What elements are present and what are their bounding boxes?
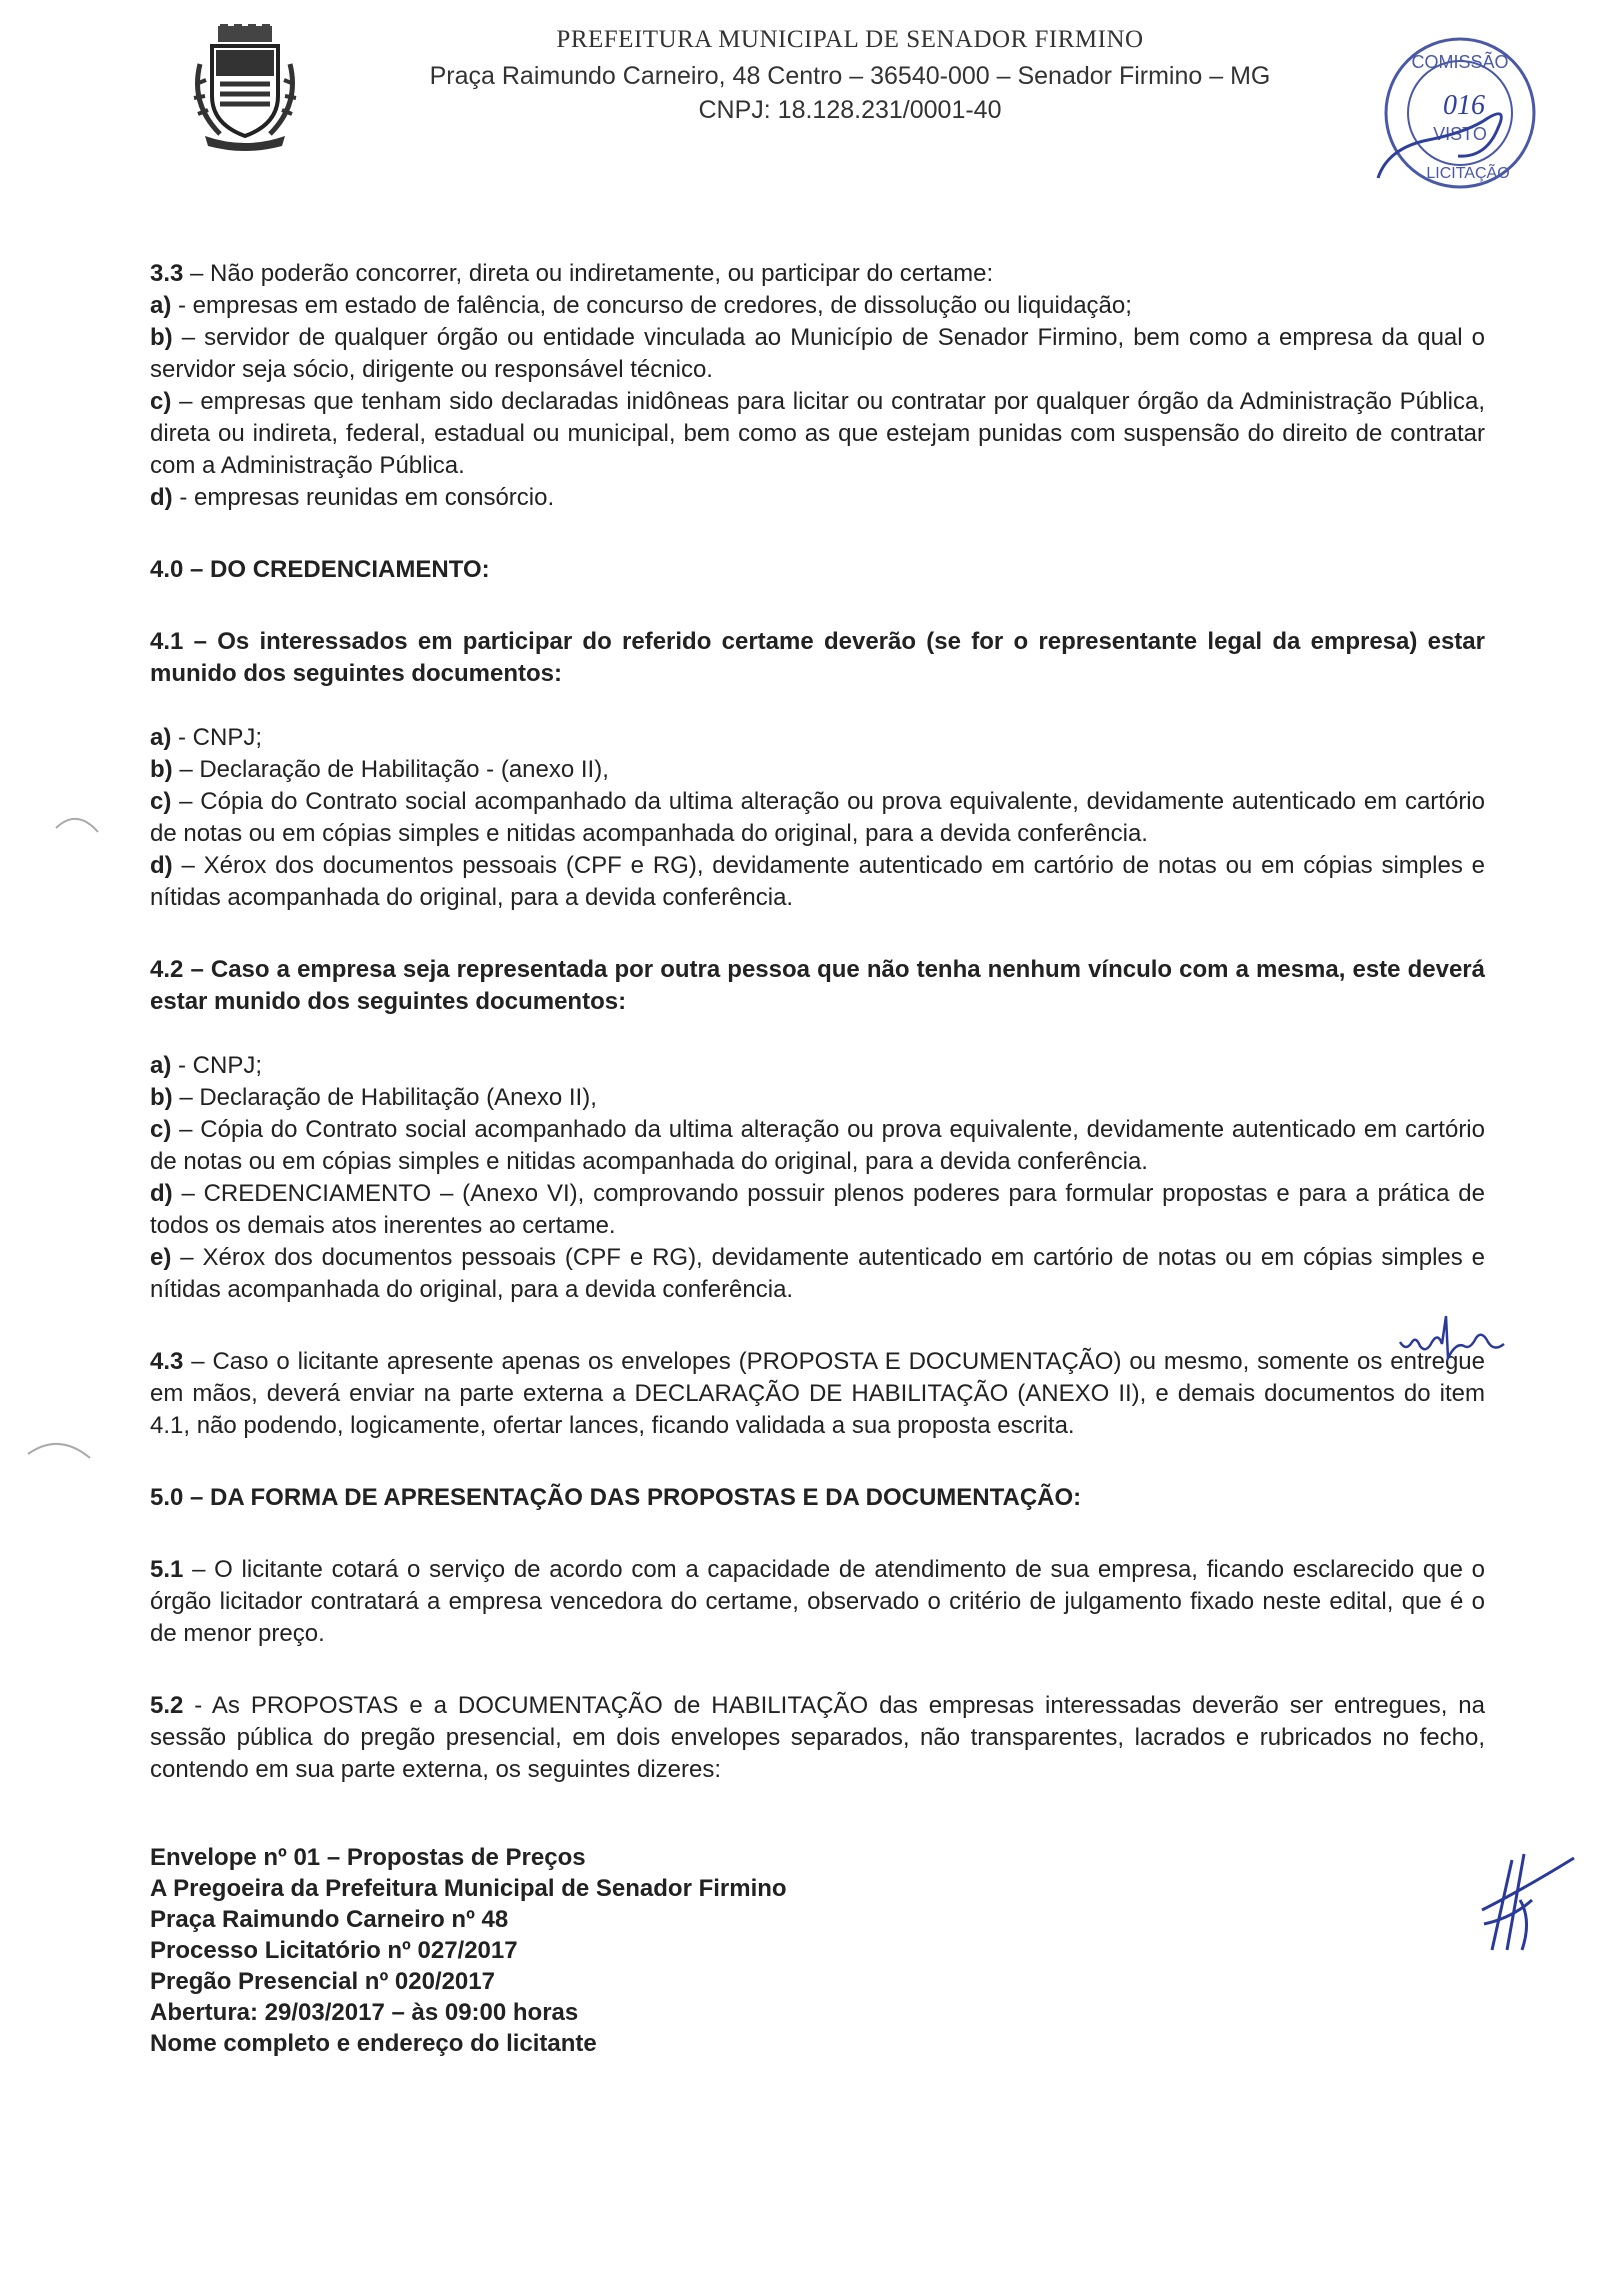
stamp-bottom-text: LICITAÇÃO — [1426, 165, 1510, 182]
envelope-line: Envelope nº 01 – Propostas de Preços — [150, 1844, 586, 1871]
handwritten-signature — [1462, 1840, 1582, 1960]
section-3-3-item-b: b) – servidor de qualquer órgão ou entidade vinculada ao Município de Senador Firmino, bem como a empresa da qual o servidor seja sócio, dirigente ou responsável técnico. — [150, 324, 1485, 383]
municipal-crest-icon — [190, 24, 300, 154]
envelope-line: A Pregoeira da Prefeitura Municipal de Senador Firmino — [150, 1875, 787, 1902]
header-address: Praça Raimundo Carneiro, 48 Centro – 36540-000 – Senador Firmino – MG — [429, 62, 1271, 90]
stamp-middle-text: VISTO — [1433, 124, 1487, 144]
stamp-top-text: COMISSÃO — [1411, 52, 1509, 72]
envelope-line: Processo Licitatório nº 027/2017 — [150, 1937, 518, 1964]
section-4-1-item-a: a) - CNPJ; — [150, 724, 263, 751]
section-3-3-lead: 3.3 – Não poderão concorrer, direta ou indiretamente, ou participar do certame: — [150, 260, 994, 287]
document-body — [150, 258, 1485, 2059]
licitacao-stamp — [1368, 28, 1548, 198]
section-5-0-heading: 5.0 – DA FORMA DE APRESENTAÇÃO DAS PROPOSTAS E DA DOCUMENTAÇÃO: — [150, 1484, 1082, 1511]
section-5-2: 5.2 - As PROPOSTAS e a DOCUMENTAÇÃO de HABILITAÇÃO das empresas interessadas deverão ser entregues, na sessão pública do pregão presencial, em dois envelopes separados, não transparentes, lacrados e rubricados no fecho, contendo em sua parte externa, os seguintes dizeres: — [150, 1692, 1485, 1783]
section-4-1-item-d: d) – Xérox dos documentos pessoais (CPF e RG), devidamente autenticado em cartório de notas ou em cópias simples e nítidas acompanhada do original, para a devida conferência. — [150, 852, 1485, 911]
section-4-2-lead: 4.2 – Caso a empresa seja representada por outra pessoa que não tenha nenhum vínculo com a mesma, este deverá estar munido dos seguintes documentos: — [150, 956, 1485, 1015]
section-3-3-item-d: d) - empresas reunidas em consórcio. — [150, 484, 555, 511]
margin-mark — [52, 808, 102, 838]
margin-mark — [24, 1432, 94, 1462]
section-4-3: 4.3 – Caso o licitante apresente apenas os envelopes (PROPOSTA E DOCUMENTAÇÃO) ou mesmo, somente os entregue em mãos, deverá enviar na parte externa a DECLARAÇÃO DE HABILITAÇÃO (ANEXO II), e demais documentos do item 4.1, não podendo, logicamente, ofertar lances, ficando validada a sua proposta escrita. — [150, 1348, 1485, 1439]
section-3-3-item-a: a) - empresas em estado de falência, de concurso de credores, de dissolução ou liquidação; — [150, 292, 1132, 319]
section-3-3-item-c: c) – empresas que tenham sido declaradas inidôneas para licitar ou contratar por qualquer órgão da Administração Pública, direta ou indireta, federal, estadual ou municipal, bem como as que estejam punidas com suspensão do direito de contratar com a Administração Pública. — [150, 388, 1485, 479]
envelope-line: Pregão Presencial nº 020/2017 — [150, 1968, 495, 1995]
section-4-0-heading: 4.0 – DO CREDENCIAMENTO: — [150, 556, 490, 583]
envelope-line: Abertura: 29/03/2017 – às 09:00 horas — [150, 1999, 579, 2026]
section-4-2-item-a: a) - CNPJ; — [150, 1052, 263, 1079]
envelope-label-block — [150, 1842, 1485, 2059]
rubrica-signature — [1398, 1312, 1508, 1362]
section-4-1-lead: 4.1 – Os interessados em participar do referido certame deverão (se for o representante legal da empresa) estar munido dos seguintes documentos: — [150, 628, 1485, 687]
section-4-1-item-c: c) – Cópia do Contrato social acompanhado da ultima alteração ou prova equivalente, devidamente autenticado em cartório de notas ou em cópias simples e nitidas acompanhada do original, para a devida conferência. — [150, 788, 1485, 847]
page-header — [0, 10, 1600, 240]
envelope-line: Praça Raimundo Carneiro nº 48 — [150, 1906, 509, 1933]
section-4-2-item-c: c) – Cópia do Contrato social acompanhado da ultima alteração ou prova equivalente, devidamente autenticado em cartório de notas ou em cópias simples e nitidas acompanhada do original, para a devida conferência. — [150, 1116, 1485, 1175]
section-4-2-item-b: b) – Declaração de Habilitação (Anexo II), — [150, 1084, 597, 1111]
section-4-1-item-b: b) – Declaração de Habilitação - (anexo II), — [150, 756, 609, 783]
header-cnpj: CNPJ: 18.128.231/0001-40 — [698, 96, 1002, 124]
header-title: PREFEITURA MUNICIPAL DE SENADOR FIRMINO — [556, 26, 1144, 53]
stamp-number: 016 — [1443, 90, 1485, 121]
section-5-1: 5.1 – O licitante cotará o serviço de acordo com a capacidade de atendimento de sua empresa, ficando esclarecido que o órgão licitador contratará a empresa vencedora do certame, observado o critério de julgamento fixado neste edital, que é o de menor preço. — [150, 1556, 1485, 1647]
section-4-2-item-e: e) – Xérox dos documentos pessoais (CPF e RG), devidamente autenticado em cartório de notas ou em cópias simples e nítidas acompanhada do original, para a devida conferência. — [150, 1244, 1485, 1303]
section-4-2-item-d: d) – CREDENCIAMENTO – (Anexo VI), comprovando possuir plenos poderes para formular propostas e para a prática de todos os demais atos inerentes ao certame. — [150, 1180, 1485, 1239]
envelope-line: Nome completo e endereço do licitante — [150, 2030, 597, 2057]
